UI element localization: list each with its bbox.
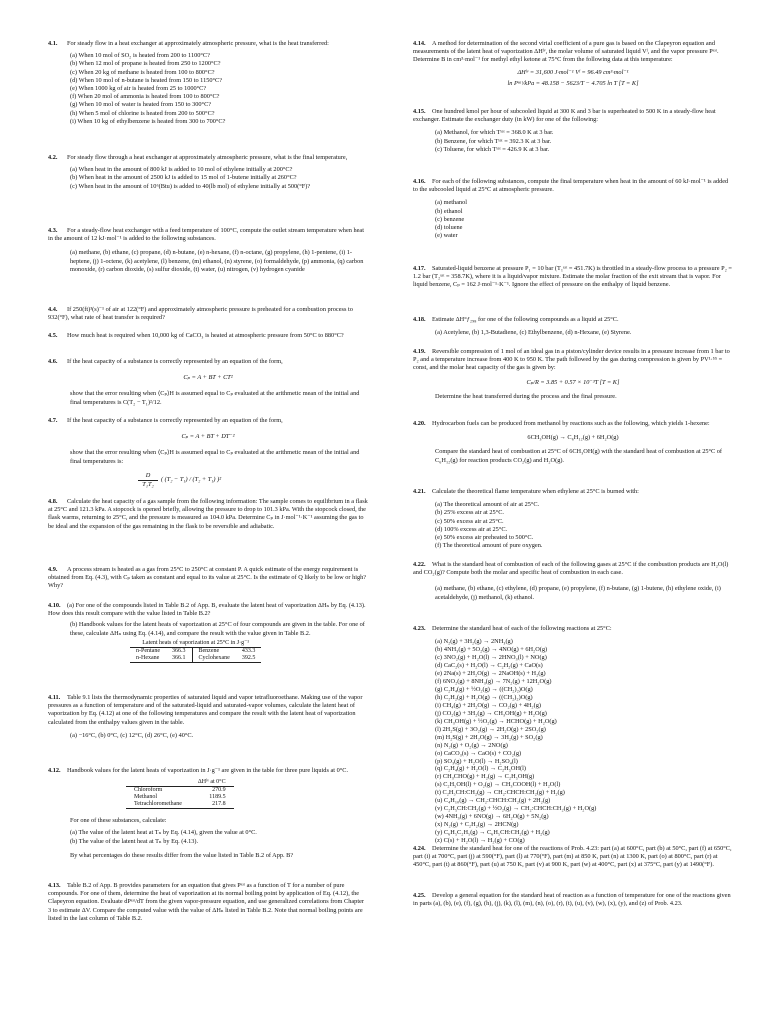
list-item: (s) C₂H₅OH(l) + O₂(g) → CH₃COOH(l) + H₂O(l)	[435, 781, 561, 789]
list-item: (d) toluene	[435, 224, 463, 232]
problem-4-17	[413, 265, 733, 290]
list-item: (l) 2H₂S(g) + 3O₂(g) → 2H₂O(g) + 2SO₂(g)	[435, 725, 546, 733]
table-cell: 366.1	[166, 655, 192, 663]
problem-number: 4.20.	[413, 420, 426, 427]
problem-4-12	[48, 767, 368, 860]
problem-text: If 250(ft)³(s)⁻¹ of air at 122(°F) and approximately atmospheric pressure is preheated for a combustion process to 932(°F), what rate of heat transfer is required?	[48, 306, 353, 322]
gas-options: (a) methane, (b) ethane, (c) ethylene, (d) propane, (e) propylene, (f) n-butane, (g) 1-butene, (h) ethylene oxide, (i) acetaldehyde, (j) methanol, (k) ethanol.	[435, 585, 721, 601]
list-item: (p) SO₃(g) + H₂O(l) → H₂SO₄(l)	[435, 757, 518, 765]
list-item: (u) C₄H₁₀(g) → CH₂:CHCH:CH₂(g) + 2H₂(g)	[435, 797, 551, 805]
problem-text: Calculate the heat capacity of a gas sample from the following information: The sample comes to equilibrium in a flask at 25°C and 121.3 kPa. A stopcock is opened briefly, allowing the pressure to drop to 101.3 kPa. With the stopcock closed, the flask warms, returning to 25°C, and the pressure is measured as 104.0 kPa. Determine Cₚ in J·mol⁻¹·K⁻¹ assuming the gas to be ideal and the expansion of the gas remaining in the flask to be reversible and adiabatic.	[48, 498, 368, 530]
list-item: (h) C₂H₂(g) + H₂O(g) → ((CH₂)₂)O(g)	[435, 693, 533, 701]
problem-text: If the heat capacity of a substance is correctly represented by an equation of the form,	[67, 417, 283, 424]
problem-continuation: Compare the standard heat of combustion at 25°C of 6CH₃OH(g) with the standard heat of combustion at 25°C of C₆H₁₂(g) for reaction products CO₂(g) and H₂O(g).	[435, 448, 723, 464]
list-item: (g) C₂H₄(g) + ½O₂(g) → ((CH₂)₂)O(g)	[435, 685, 533, 693]
list-item: (a) Methanol, for which Tˢᵃᵗ = 368.0 K at 3 bar.	[435, 129, 554, 137]
problem-number: 4.17.	[413, 265, 426, 272]
problem-text: One hundred kmol per hour of subcooled liquid at 300 K and 3 bar is superheated to 500 K in a steady-flow heat exchanger. Estimate the exchanger duty (in kW) for one of the following:	[413, 108, 716, 124]
list-item: (a) When 10 mol of SO₂ is heated from 200 to 1100°C?	[70, 52, 210, 60]
list-item: (a) methanol	[435, 199, 467, 207]
list-item: (v) C₂H₅CH:CH₂(g) + ½O₂(g) → CH₂:CHCH:CH₂(g) + H₂O(g)	[435, 805, 597, 813]
problem-number: 4.1.	[48, 40, 58, 47]
problem-part-b: (b) Handbook values for the latent heats of vaporization at 25°C of four compounds are given in the table. For one of these, calculate ΔHₙ using Eq. (4.14), and compare the result with the value given in Table B.2.	[70, 621, 365, 637]
equation: 6CH₃OH(g) → C₆H₁₂(g) + 6H₂O(g)	[527, 434, 619, 442]
list-item: (c) When heat in the amount of 10⁶(Btu) is added to 40(lb mol) of ethylene initially at 500(°F)?	[70, 182, 311, 190]
problem-4-10	[48, 602, 368, 665]
problem-number: 4.16.	[413, 178, 426, 185]
problem-continuation: Determine the heat transferred during the process and the final pressure.	[435, 392, 617, 400]
problem-number: 4.13.	[48, 882, 61, 889]
problem-number: 4.9.	[48, 566, 58, 573]
compound-options: (a) Acetylene, (b) 1,3-Butadiene, (c) Ethylbenzene, (d) n-Hexane, (e) Styrene.	[435, 329, 632, 337]
list-item: (g) When 10 mol of water is heated from 150 to 300°C?	[70, 101, 212, 109]
table-cell: Methanol	[134, 794, 157, 801]
list-item: (z) C(s) + H₂O(l) → H₂(g) + CO(g)	[435, 837, 525, 845]
problem-text: For steady flow in a heat exchanger at approximately atmospheric pressure, what is the heat transferred:	[67, 40, 329, 47]
list-item: (e) water	[435, 232, 458, 240]
problem-text: Calculate the theoretical flame temperature when ethylene at 25°C is burned with:	[432, 488, 639, 495]
problem-number: 4.5.	[48, 332, 58, 339]
problem-4-20	[413, 420, 733, 465]
list-item: (m) H₂S(g) + 2H₂O(g) → 3H₂(g) + SO₂(g)	[435, 733, 543, 741]
problem-text: Table 9.1 lists the thermodynamic properties of saturated liquid and vapor tetrafluoroethane. Making use of the vapor pressures as a function of temperature and of the saturated-liquid and saturated-vapor volumes, calculate the latent heat of vaporization by Eq. (4.12) at one of the following temperatures and compare the result with the latent heat of vaporization calculated from the enthalpy values given in the table.	[48, 694, 363, 726]
problem-4-21	[413, 488, 733, 550]
problem-4-15	[413, 108, 733, 154]
problem-number: 4.3.	[48, 227, 58, 234]
item-list	[48, 52, 368, 126]
problem-text: Determine the standard heat for one of the reactions of Prob. 4.23: part (a) at 600°C, part (b) at 50°C, part (f) at 650°C, part (i) at 700°C, part (j) at 590(°F), part (l) at 770(°F), part (m) at 850 K, part (n) at 1300 K, part (o) at 800°C, part (r) at 450°C, part (t) at 860(°F), part (u) at 750 K, part (v) at 900 K, part (w) at 400°C, part (x) at 375°C, part (y) at 1490(°F).	[413, 845, 732, 869]
problem-number: 4.22.	[413, 561, 426, 568]
list-item: (b) The value of the latent heat at Tₙ by Eq. (4.13).	[70, 837, 199, 845]
problem-number: 4.21.	[413, 488, 426, 495]
problem-4-13	[48, 882, 368, 923]
problem-4-22	[413, 561, 733, 602]
item-list	[413, 501, 733, 550]
problem-text: Handbook values for the latent heats of vaporization in J·g⁻¹ are given in the table for three pure liquids at 0°C.	[67, 767, 349, 774]
problem-4-18	[413, 316, 733, 337]
problem-4-2	[48, 154, 368, 191]
table-cell: 433.3	[241, 648, 256, 655]
problem-4-16	[413, 178, 733, 240]
problem-text: Estimate ΔH°ƒ₂₉₈ for one of the following compounds as a liquid at 25°C.	[432, 316, 619, 323]
list-item: (f) 6NO₂(g) + 8NH₃(g) → 7N₂(g) + 12H₂O(g)	[435, 677, 552, 685]
latent-heat-table	[130, 640, 261, 664]
problem-number: 4.11.	[48, 694, 61, 701]
problem-text: Develop a general equation for the standard heat of reaction as a function of temperature for one of the reactions given in parts (a), (b), (e), (f), (g), (h), (j), (k), (l), (m), (n), (o), (r), (t), (u), (v), (w), (x), (y), and (z) of Prob. 4.23.	[413, 892, 731, 908]
problem-number: 4.25.	[413, 892, 426, 899]
problem-number: 4.4.	[48, 306, 58, 313]
item-list	[48, 829, 368, 845]
reaction-list	[413, 638, 733, 845]
problem-text: Determine the standard heat of each of the following reactions at 25°C:	[432, 625, 612, 632]
list-item: (a) The value of the latent heat at Tₙ by Eq. (4.14), given the value at 0°C.	[70, 829, 257, 837]
table-cell: Tetrachloromethane	[126, 801, 190, 809]
problem-part-a: (a) For one of the compounds listed in Table B.2 of App. B, evaluate the latent heat of vaporization ΔHₙ by Eq. (4.13). How does this result compare with the value listed in Table B.2?	[48, 602, 366, 618]
table-cell: 270.9	[212, 787, 226, 794]
problem-4-3	[48, 227, 368, 274]
list-item: (h) When 5 mol of chlorine is heated from 200 to 500°C?	[70, 109, 215, 117]
problem-number: 4.18.	[413, 316, 426, 323]
list-item: (a) When heat in the amount of 800 kJ is added to 10 mol of ethylene initially at 200°C?	[70, 166, 293, 174]
problem-text: What is the standard heat of combustion of each of the following gases at 25°C if the combustion products are H₂O(l) and CO₂(g)? Compute both the molar and specific heat of combustion in each case.	[413, 561, 729, 577]
list-item: (e) 2Na(s) + 2H₂O(g) → 2NaOH(s) + H₂(g)	[435, 670, 546, 678]
table-cell: n-Hexane	[130, 655, 166, 663]
problem-4-14	[413, 40, 733, 91]
list-item: (c) Toluene, for which Tˢᵃᵗ = 426.9 K at 3 bar.	[435, 145, 550, 153]
problem-number: 4.23.	[413, 625, 426, 632]
list-item: (y) C₆H₅C₂H₅(g) → C₆H₅CH:CH₂(g) + H₂(g)	[435, 829, 550, 837]
problem-number: 4.6.	[48, 358, 58, 365]
problem-number: 4.14.	[413, 40, 426, 47]
problem-text: For each of the following substances, compute the final temperature when heat in the amount of 60 kJ·mol⁻¹ is added to the subcooled liquid at 25°C at atmospheric pressure.	[413, 178, 729, 194]
table-row	[126, 787, 234, 795]
table-cell: 217.8	[190, 801, 234, 809]
handbook-table	[126, 779, 234, 809]
list-item: (c) 3NO₂(g) + H₂O(l) → 2HNO₃(l) + NO(g)	[435, 654, 547, 662]
problem-number: 4.8.	[48, 498, 58, 505]
problem-4-9	[48, 566, 368, 591]
list-item: (d) 100% excess air at 25°C.	[435, 525, 508, 533]
fraction	[138, 472, 158, 489]
problem-text: For steady flow through a heat exchanger at approximately atmospheric pressure, what is the final temperature,	[67, 154, 348, 161]
problem-number: 4.19.	[413, 348, 426, 355]
list-item: (w) 4NH₃(g) + 6NO(g) → 6H₂O(g) + 5N₂(g)	[435, 813, 549, 821]
equation: Cₚ = A + BT + DT⁻²	[181, 433, 235, 441]
problem-continuation: show that the error resulting when ⟨Cₚ⟩H is assumed equal to Cₚ evaluated at the arithmetic mean of the initial and final temperatures is:	[70, 449, 360, 465]
problem-question: By what percentages do these results differ from the value listed in Table B.2 of App. B?	[70, 851, 294, 859]
problem-text: Saturated-liquid benzene at pressure P₁ = 10 bar (T₁ˢᵃᵗ = 451.7K) is throttled in a steady-flow process to a pressure P₂ = 1.2 bar (T₂ˢᵃᵗ = 358.7K), where it is a liquid/vapor mixture. Estimate the molar fraction of the exit stream that is vapor. For liquid benzene, Cₚ = 162 J·mol⁻¹·K⁻¹. Ignore the effect of pressure on the enthalpy of liquid benzene.	[413, 265, 732, 289]
list-item: (b) ethanol	[435, 207, 463, 215]
list-item: (a) N₂(g) + 3H₂(g) → 2NH₃(g)	[435, 638, 513, 646]
equation: Cₚ/R = 3.85 + 0.57 × 10⁻³T [T = K]	[526, 378, 620, 386]
fraction-remainder: ( (T₂ − T₁) / (T₂ + T₁) )²	[161, 476, 222, 484]
item-list	[413, 129, 733, 154]
list-item: (d) CaC₂(s) + H₂O(l) → C₂H₂(g) + CaO(s)	[435, 662, 543, 670]
list-item: (o) CaCO₃(s) → CaO(s) + CO₂(g)	[435, 749, 522, 757]
item-list	[413, 199, 733, 240]
problem-number: 4.24.	[413, 845, 426, 852]
temperature-options: (a) −16°C, (b) 0°C, (c) 12°C, (d) 26°C, (e) 40°C.	[70, 731, 194, 739]
problem-4-7	[48, 417, 368, 489]
list-item: (f) When 20 mol of ammonia is heated from 100 to 800°C?	[70, 93, 220, 101]
list-item: (r) CH₃CHO(g) + H₂(g) → C₂H₅OH(g)	[435, 773, 535, 781]
equation: Cₚ = A + BT + CT²	[183, 374, 233, 382]
list-item: (d) When 10 mol of n-butane is heated from 150 to 1150°C?	[70, 76, 223, 84]
problem-number: 4.2.	[48, 154, 58, 161]
problem-text: A method for determination of the second virial coefficient of a pure gas is based on the Clapeyron equation and measurements of the latent heat of vaporization ΔHˡᵛ, the molar volume of saturated liquid Vˡ, and the vapor pressure Pˢᵃᵗ. Determine B in cm³·mol⁻¹ for methyl ethyl ketone at 75°C from the following data at this temperature:	[413, 40, 719, 64]
problem-4-4	[48, 306, 368, 322]
problem-number: 4.15.	[413, 108, 426, 115]
list-item: (j) CO₂(g) + 3H₂(g) → CH₃OH(g) + H₂O(g)	[435, 709, 547, 717]
list-item: (c) benzene	[435, 215, 465, 223]
list-item: (x) N₂(g) + C₂H₂(g) → 2HCN(g)	[435, 821, 519, 829]
problem-number: 4.7.	[48, 417, 58, 424]
table-cell: 1189.5	[209, 794, 226, 801]
list-item: (b) When heat in the amount of 2500 kJ is added to 15 mol of 1-butene initially at 260°C?	[70, 174, 297, 182]
list-item: (i) When 10 kg of ethylbenzene is heated from 300 to 700°C?	[70, 117, 226, 125]
column-header: ΔHˡᵛ at 0°C	[190, 779, 234, 787]
item-list	[48, 166, 368, 191]
list-item: (c) 50% excess air at 25°C.	[435, 517, 504, 525]
problem-text: For a steady-flow heat exchanger with a feed temperature of 100°C, compute the outlet stream temperature when heat in the amount of 12 kJ·mol⁻¹ is added to the following substances.	[48, 227, 364, 243]
problem-4-1	[48, 40, 368, 126]
list-item: (k) CH₃OH(g) + ½O₂(g) → HCHO(g) + H₂O(g)	[435, 717, 557, 725]
problem-lead: For one of these substances, calculate:	[70, 817, 167, 825]
list-item: (b) When 12 mol of propane is heated from 250 to 1200°C?	[70, 60, 221, 68]
problem-4-6	[48, 358, 368, 407]
problem-4-25	[413, 892, 733, 908]
problem-number: 4.10.	[48, 602, 61, 609]
problem-text: If the heat capacity of a substance is correctly represented by an equation of the form,	[67, 358, 283, 365]
problem-text: Hydrocarbon fuels can be produced from methanol by reactions such as the following, which yields 1-hexene:	[432, 420, 710, 427]
list-item: (a) The theoretical amount of air at 25°C.	[435, 501, 540, 509]
table-row	[126, 801, 234, 809]
problem-4-24	[413, 845, 733, 870]
list-item: (t) C₂H₅CH:CH₂(g) → CH₂:CHCH:CH₂(g) + H₂(g)	[435, 789, 565, 797]
list-item: (f) The theoretical amount of pure oxygen.	[435, 542, 543, 550]
list-item: (n) N₂(g) + O₂(g) → 2NO(g)	[435, 741, 508, 749]
table-cell: n-Pentane	[136, 648, 160, 655]
list-item: (e) When 1000 kg of air is heated from 25 to 1000°C?	[70, 85, 207, 93]
fraction-expression	[138, 472, 368, 489]
table-cell: Chloroform	[134, 787, 163, 794]
list-item: (i) CH₄(g) + 2H₂O(g) → CO₂(g) + 4H₂(g)	[435, 701, 541, 709]
substance-list: (a) methane, (b) ethane, (c) propane, (d) n-butane, (e) n-hexane, (f) n-octane, (g) propylene, (h) 1-pentene, (i) 1-heptene, (j) 1-octene, (k) acetylene, (l) benzene, (m) ethanol, (n) styrene, (o) formaldehyde, (p) ammonia, (q) carbon monoxide, (r) carbon dioxide, (s) sulfur dioxide, (t) water, (u) nitrogen, (v) hydrogen cyanide	[70, 249, 364, 273]
problem-4-19	[413, 348, 733, 401]
problem-4-5	[48, 332, 368, 340]
table-cell: 392.5	[236, 655, 262, 663]
problem-continuation: show that the error resulting when ⟨Cₚ⟩H is assumed equal to Cₚ evaluated at the arithmetic mean of the initial and final temperatures is C(T₂ − T₁)²/12.	[70, 390, 360, 406]
fraction-numerator: D	[138, 472, 158, 481]
list-item: (b) Benzene, for which Tˢᵃᵗ = 392.3 K at 3 bar.	[435, 137, 552, 145]
equation: ΔHˡᵛ = 31,600 J·mol⁻¹ Vˡ = 96.49 cm³·mol⁻¹	[517, 68, 629, 76]
list-item: (b) 25% excess air at 25°C.	[435, 509, 504, 517]
problem-text: A process stream is heated as a gas from 25°C to 250°C at constant P. A quick estimate of the energy requirement is obtained from Eq. (4.3), with Cₚ taken as constant and equal to its value at 25°C. Is the estimate of Q likely to be low or high? Why?	[48, 566, 367, 590]
table-row	[130, 655, 261, 663]
list-item: (c) When 20 kg of methane is heated from 100 to 800°C?	[70, 68, 215, 76]
table-cell: Benzene	[198, 648, 220, 655]
equation: ln Pˢᵃᵗ/kPa = 48.158 − 5623/T − 4.705 ln T [T = K]	[507, 79, 639, 87]
problem-4-8	[48, 498, 368, 531]
table-cell: 366.3	[166, 648, 192, 656]
table-cell: Cyclohexane	[192, 655, 236, 663]
list-item: (q) C₂H₄(g) + H₂O(l) → C₂H₅OH(l)	[435, 765, 526, 773]
problem-4-11	[48, 694, 368, 740]
problem-text: Table B.2 of App. B provides parameters for an equation that gives Pˢᵃᵗ as a function of T for a number of pure compounds. For one of them, determine the heat of vaporization at its normal boiling point by application of Eq. (4.12), the Clapeyron equation. Evaluate dPˢᵃᵗ/dT from the given vapor-pressure equation, and use generalized correlations from Chapter 3 to estimate ΔV. Compare the computed value with the value of ΔHₙ listed in Table B.2. Note that normal boiling points are listed in the last column of Table B.2.	[48, 882, 364, 922]
fraction-denominator: T₁T₂	[142, 481, 154, 489]
problem-text: Reversible compression of 1 mol of an ideal gas in a piston/cylinder device results in a pressure increase from 1 bar to P₂ and a temperature increase from 400 K to 950 K. The path followed by the gas during compression is given by PV¹·⁵⁵ = const, and the molar heat capacity of the gas is given by:	[413, 348, 730, 372]
problem-4-23	[413, 625, 733, 845]
list-item: (b) 4NH₃(g) + 5O₂(g) → 4NO(g) + 6H₂O(g)	[435, 646, 548, 654]
list-item: (e) 50% excess air preheated to 500°C.	[435, 534, 534, 542]
table-caption: Latent heats of vaporization at 25°C in J·g⁻¹	[130, 640, 261, 648]
table-row	[130, 648, 261, 656]
problem-number: 4.12.	[48, 767, 61, 774]
problem-text: How much heat is required when 10,000 kg of CaCO₃ is heated at atmospheric pressure from 50°C to 880°C?	[67, 332, 344, 339]
table-row	[126, 794, 234, 801]
table-header-row	[126, 779, 234, 787]
